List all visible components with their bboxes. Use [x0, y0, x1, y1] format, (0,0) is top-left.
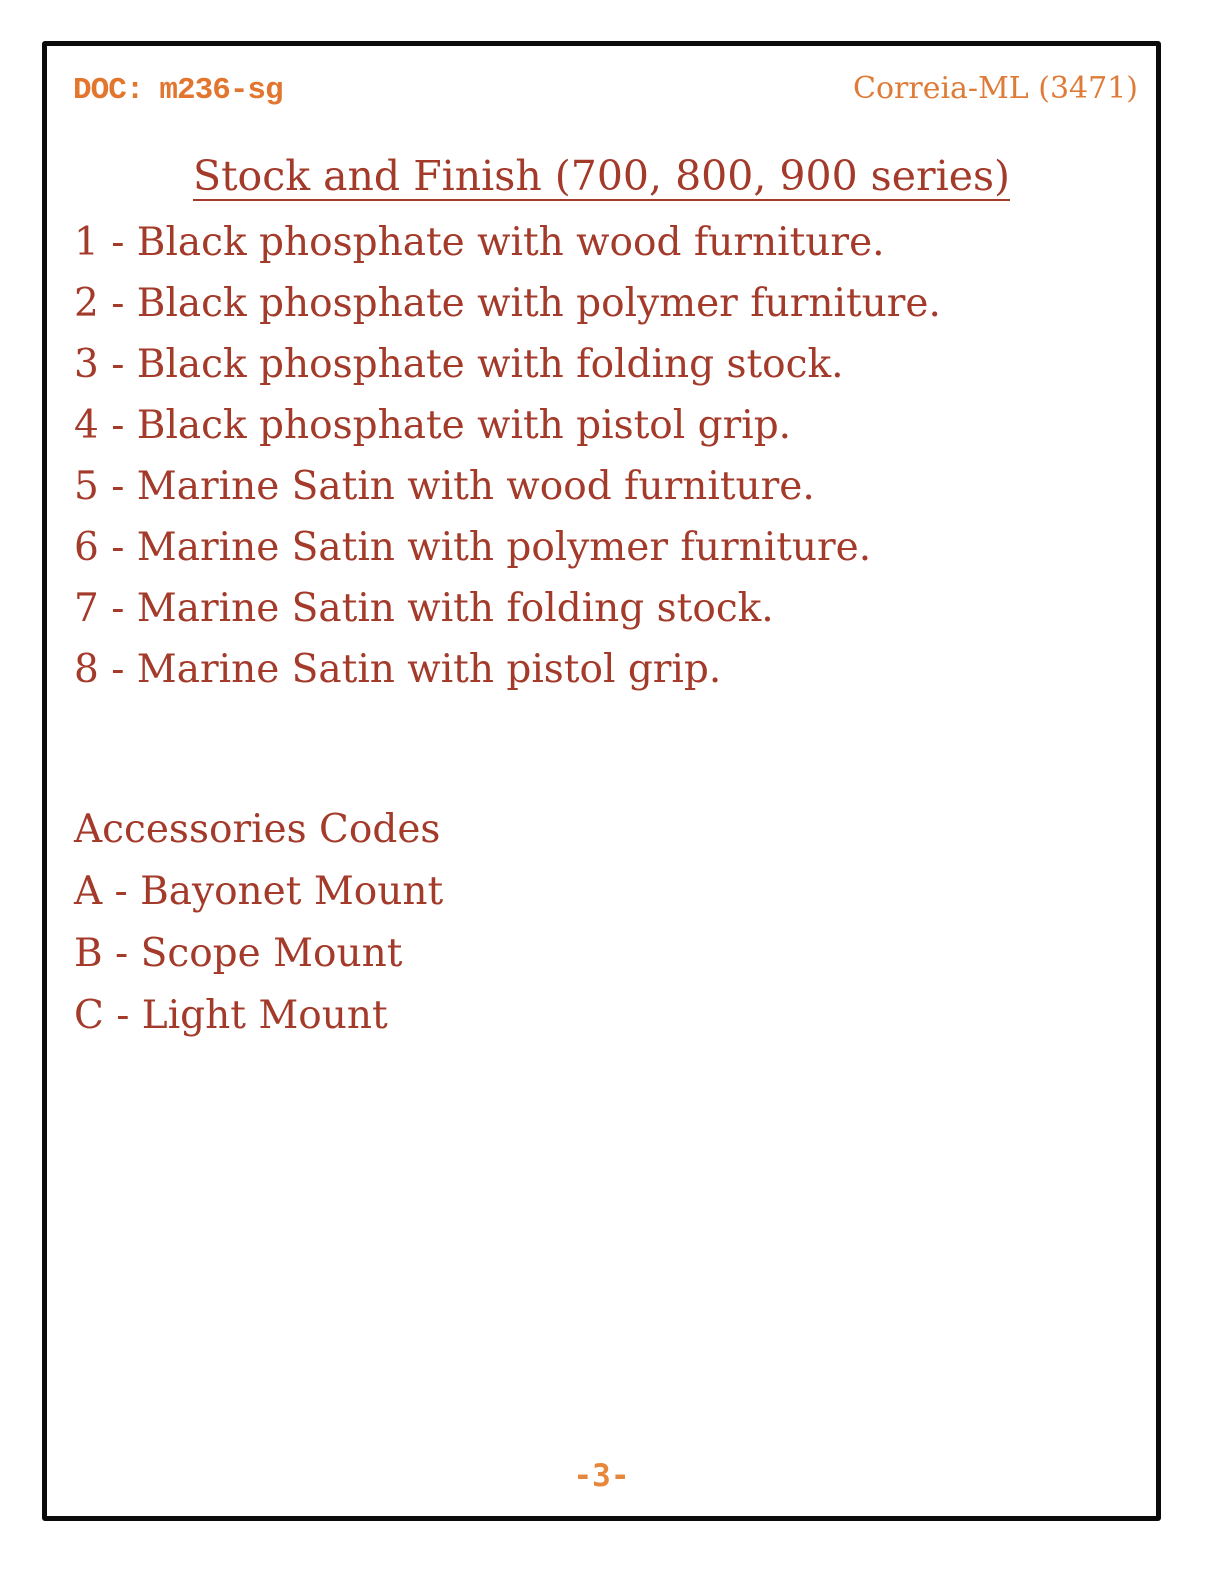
accessories-heading: Accessories Codes — [74, 807, 441, 852]
list-item: C - Light Mount — [74, 993, 388, 1038]
accessories-section — [74, 799, 1138, 1047]
page-header — [73, 71, 1138, 108]
doc-value: m236-sg — [159, 73, 283, 108]
list-item: A - Bayonet Mount — [74, 869, 444, 914]
page-border-frame — [42, 41, 1161, 1521]
list-item: 5 - Marine Satin with wood furniture. — [74, 464, 815, 509]
list-item: 3 - Black phosphate with folding stock. — [74, 342, 844, 387]
stock-finish-list — [74, 212, 1138, 700]
header-reference: Correia-ML (3471) — [853, 71, 1138, 106]
list-item: 1 - Black phosphate with wood furniture. — [74, 220, 885, 265]
doc-id — [73, 73, 283, 108]
page-title: Stock and Finish (700, 800, 900 series) — [192, 152, 1011, 200]
list-item: B - Scope Mount — [74, 931, 403, 976]
list-item: 4 - Black phosphate with pistol grip. — [74, 403, 792, 448]
page-number: -3- — [573, 1458, 630, 1494]
list-item: 2 - Black phosphate with polymer furniture. — [74, 281, 941, 326]
list-item: 6 - Marine Satin with polymer furniture. — [74, 525, 872, 570]
list-item: 7 - Marine Satin with folding stock. — [74, 586, 774, 631]
list-item: 8 - Marine Satin with pistol grip. — [74, 647, 722, 692]
doc-label: DOC: — [73, 73, 144, 108]
